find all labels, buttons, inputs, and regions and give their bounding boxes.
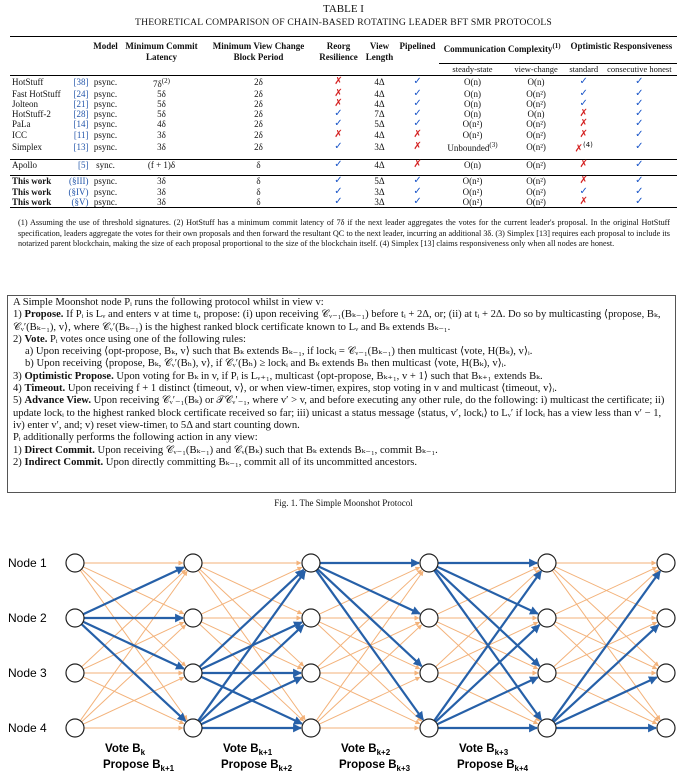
view-length: 4Δ (374, 129, 385, 140)
pipelined-cross-icon: ✗ (397, 160, 439, 171)
node-circle (538, 719, 556, 737)
view-change-period: δ (203, 197, 315, 208)
header-optimistic: Optimistic Responsiveness (566, 37, 677, 64)
protocol-ref: (§III) (65, 176, 90, 187)
view-length: 7Δ (374, 109, 385, 120)
steady-state: Unbounded$^{(3)}$ (447, 141, 498, 154)
protocol-rule (13, 457, 673, 469)
rule-title: Direct Commit. (24, 444, 98, 456)
protocol-name: Apollo (10, 160, 65, 171)
view-change-complexity: O(n²) (526, 129, 546, 140)
standard-cross-icon: ✗ (579, 108, 588, 120)
view-change-complexity: O(n) (506, 75, 565, 89)
standard-cross-icon: ✗$^{(4)}$ (574, 140, 593, 155)
view-length: 5Δ (374, 119, 385, 130)
pipelined-check-icon: ✓ (397, 176, 439, 187)
figure-caption: Fig. 1. The Simple Moonshot Protocol (274, 498, 413, 508)
view-change-period: 2δ (254, 141, 263, 152)
header-pipelined: Pipelined (397, 37, 439, 64)
protocol-model: psync. (93, 88, 118, 99)
phase-vote-label: Vote $B_{k+3}$ (459, 743, 509, 757)
view-change-complexity: O(n²) (506, 160, 565, 171)
protocol-model: psync. (93, 98, 118, 109)
table-number: TABLE I (323, 3, 364, 15)
protocol-any-view: Pᵢ additionally performs the following action in any view: (13, 432, 258, 444)
protocol-name: PaLa (12, 119, 31, 130)
pipelined-check-icon: ✓ (397, 197, 439, 208)
node-circle (420, 719, 438, 737)
node-circle (657, 554, 675, 572)
header-reorg: Reorg Resilience (315, 37, 363, 64)
rule-text: Upon receiving 𝒞ᵥ₋₁(Bₖ₋₁) and 𝒞ᵥ(Bₖ) such that Bₖ extends Bₖ₋₁, commit Bₖ₋₁. (97, 444, 438, 456)
phase-propose-label: Propose $B_{k+4}$ (457, 759, 529, 773)
reorg-cross-icon: ✗ (334, 128, 343, 140)
node-circle (184, 664, 202, 682)
node-circle (538, 554, 556, 572)
table-row (10, 160, 677, 171)
protocol-items (13, 309, 673, 432)
pipelined-check-icon: ✓ (413, 108, 422, 120)
view-length: 4Δ (363, 160, 397, 171)
protocol-model: psync. (93, 119, 118, 130)
protocol-ref: [13] (73, 141, 89, 152)
view-change-period: δ (203, 176, 315, 187)
commit-latency: 5δ (157, 109, 166, 120)
protocol-model: psync. (93, 109, 118, 120)
protocol-model: psync. (91, 176, 121, 187)
node-circle (184, 719, 202, 737)
steady-state: O(n²) (439, 176, 507, 187)
node-circle (302, 609, 320, 627)
table-body (10, 75, 677, 208)
node-circle (66, 719, 84, 737)
pipelined-check-icon: ✓ (413, 87, 422, 99)
protocol-any-items (13, 445, 673, 470)
protocol-rule (13, 371, 673, 383)
protocol-model: psync. (93, 141, 118, 152)
pipelined-check-icon: ✓ (397, 75, 439, 89)
table-row (10, 99, 677, 109)
commit-latency: 3δ (157, 141, 166, 152)
commit-latency: 3δ (157, 129, 166, 140)
commit-latency: 3δ (121, 197, 203, 208)
node-circle (420, 664, 438, 682)
protocol-ref: (§IV) (68, 186, 89, 197)
view-change-period: δ (203, 160, 315, 171)
node-label: Node 3 (8, 666, 47, 680)
header-model: Model (91, 37, 121, 64)
consecutive-check-icon: ✓ (635, 97, 644, 109)
consecutive-check-icon: ✓ (635, 118, 644, 130)
protocol-model: psync. (91, 197, 121, 208)
header-ref (65, 37, 90, 64)
steady-state: O(n) (463, 88, 481, 99)
standard-cross-icon: ✗ (566, 197, 602, 208)
standard-check-icon: ✓ (579, 87, 588, 99)
header-vchange: view-change (514, 63, 558, 74)
reorg-check-icon: ✓ (334, 140, 343, 152)
rule-text: If Pᵢ is Lᵥ and enters v at time tᵢ, propose: (i) upon receiving 𝒞ᵥ₋₁(Bₖ₋₁) before tᵢ + 2Δ, or; (ii) at tᵢ + 2Δ. Do so by multicasting ⟨propose, Bₖ, 𝒞ᵥ′(Bₖ₋₁), v⟩, where 𝒞ᵥ′(Bₖ₋₁) is the highest ranked block certificate known to Lᵥ and Bₖ extends Bₖ₋₁. (13, 309, 661, 333)
view-change-period: 2δ (203, 75, 315, 89)
header-commit-latency: Minimum Commit Latency (121, 37, 203, 64)
phase-propose-label: Propose $B_{k+2}$ (221, 759, 293, 773)
node-circle (66, 554, 84, 572)
table-row (10, 89, 677, 99)
protocol-model: sync. (91, 160, 121, 171)
view-length: 3Δ (363, 197, 397, 208)
steady-state: O(n²) (462, 129, 483, 140)
protocol-rule (13, 309, 673, 334)
view-change-period: 2δ (254, 98, 263, 109)
node-label: Node 2 (8, 611, 47, 625)
reorg-check-icon: ✓ (334, 108, 343, 120)
phase-vote-label: Vote $B_{k+1}$ (223, 743, 273, 757)
rule-number: a) (25, 346, 36, 358)
reorg-cross-icon: ✗ (334, 87, 343, 99)
consecutive-check-icon: ✓ (635, 108, 644, 120)
steady-state: O(n) (439, 160, 507, 171)
reorg-cross-icon: ✗ (315, 75, 363, 89)
reorg-check-icon: ✓ (334, 185, 343, 197)
consecutive-check-icon: ✓ (635, 140, 644, 152)
consecutive-check-icon: ✓ (635, 128, 644, 140)
view-change-complexity: O(n²) (526, 88, 546, 99)
rule-number: 4) (13, 383, 25, 395)
header-complexity (439, 37, 566, 64)
node-circle (420, 554, 438, 572)
view-change-complexity: O(n²) (506, 176, 565, 187)
table-row (10, 197, 677, 208)
node-circle (184, 609, 202, 627)
reorg-check-icon: ✓ (334, 118, 343, 130)
rule-text: Upon directly committing Bₖ₋₁, commit all of its uncommitted ancestors. (105, 456, 417, 468)
protocol-name: HotStuff (10, 75, 65, 89)
table-notes: (1) Assuming the use of threshold signatures. (2) HotStuff has a minimum commit latency of 7δ if the next leader aggregates the votes for the current leader's proposal. In the original HotStuff specification, leaders aggregate the votes for their own proposals and then forward the resultant QC to the next leader, incurring an additional 3δ. (3) Simplex [13] requires each proposal to include its notarized parent blockchain, making the size of each proposal proportional to the size of the blockchain itself. (4) Simplex [13] claims responsiveness only when all nodes are honest. (18, 218, 670, 248)
pipelined-check-icon: ✓ (413, 185, 422, 197)
protocol-ref: [14] (73, 119, 89, 130)
protocol-rule (13, 395, 673, 432)
rule-number: 5) (13, 395, 25, 407)
commit-latency: 4δ (157, 119, 166, 130)
node-circle (184, 554, 202, 572)
table-row (10, 130, 677, 140)
view-change-period: 2δ (254, 129, 263, 140)
standard-cross-icon: ✗ (566, 176, 602, 187)
protocol-rule (13, 383, 673, 395)
protocol-name: This work (12, 186, 52, 197)
header-standard: standard (569, 63, 599, 74)
table-row (10, 176, 677, 187)
phase-propose-label: Propose $B_{k+1}$ (103, 759, 175, 773)
view-length: 4Δ (374, 98, 385, 109)
protocol-ref: [38] (65, 75, 90, 89)
commit-latency: 5δ (157, 98, 166, 109)
reorg-check-icon: ✓ (315, 176, 363, 187)
protocol-name: ICC (12, 129, 28, 140)
protocol-rule (13, 334, 673, 346)
protocol-ref: [24] (73, 88, 89, 99)
consecutive-check-icon: ✓ (602, 75, 677, 89)
protocol-rule (13, 358, 673, 370)
pipelined-check-icon: ✓ (413, 97, 422, 109)
pipelined-check-icon: ✓ (413, 118, 422, 130)
commit-latency: 3δ (157, 186, 166, 197)
phase-vote-label: Vote $B_{k+2}$ (341, 743, 391, 757)
view-length: 3Δ (374, 141, 385, 152)
protocol-ref: [28] (73, 109, 89, 120)
commit-latency: 5δ (157, 88, 166, 99)
standard-check-icon: ✓ (579, 185, 588, 197)
protocol-text (13, 297, 673, 469)
view-change-complexity: O(n²) (526, 119, 546, 130)
node-label: Node 4 (8, 721, 47, 735)
protocol-ref: [5] (65, 160, 90, 171)
table-row (10, 187, 677, 197)
node-circle (538, 664, 556, 682)
consecutive-check-icon: ✓ (635, 87, 644, 99)
table-title: THEORETICAL COMPARISON OF CHAIN-BASED ROTATING LEADER BFT SMR PROTOCOLS (135, 17, 552, 28)
view-change-period: 2δ (254, 88, 263, 99)
reorg-check-icon: ✓ (315, 197, 363, 208)
header-steady: steady-state (452, 63, 493, 74)
rule-number: 2) (13, 456, 25, 468)
node-label: Node 1 (8, 556, 47, 570)
protocol-name: This work (10, 197, 65, 208)
protocol-name: Simplex (12, 141, 43, 152)
commit-latency: $7\delta^{(2)}$ (121, 75, 203, 89)
protocol-ref: [21] (73, 98, 89, 109)
view-change-complexity: O(n²) (506, 197, 565, 208)
reorg-check-icon: ✓ (315, 160, 363, 171)
node-circle (66, 664, 84, 682)
rule-number: 1) (13, 444, 25, 456)
rule-title: Propose. (24, 309, 67, 321)
header-complexity-note: (1) (552, 42, 561, 50)
comparison-table (10, 36, 677, 208)
commit-latency: 3δ (121, 176, 203, 187)
table-row (10, 75, 677, 89)
standard-cross-icon: ✗ (579, 118, 588, 130)
rule-text: Upon receiving ⟨opt-propose, Bₖ, v⟩ such that Bₖ extends Bₖ₋₁, if lockᵢ = 𝒞ᵥ₋₁(Bₖ₋₁) then multicast ⟨vote, H(Bₖ), v⟩ᵢ. (35, 346, 533, 358)
view-change-period: 2δ (254, 119, 263, 130)
node-circle (538, 609, 556, 627)
node-circle (302, 719, 320, 737)
view-length: 5Δ (363, 176, 397, 187)
phase-vote-label: Vote $B_k$ (105, 743, 146, 757)
protocol-name: Jolteon (12, 98, 38, 109)
header-protocol (10, 37, 65, 64)
protocol-ref: [11] (73, 129, 89, 140)
node-circle (66, 609, 84, 627)
view-change-period: 2δ (254, 109, 263, 120)
protocol-name: This work (10, 176, 65, 187)
steady-state: O(n²) (462, 119, 483, 130)
view-change-period: δ (256, 186, 261, 197)
steady-state: O(n) (463, 98, 481, 109)
rule-title: Vote. (24, 333, 50, 345)
pipelined-cross-icon: ✗ (413, 140, 422, 152)
view-length: 4Δ (363, 75, 397, 89)
steady-state: O(n) (439, 75, 507, 89)
view-length: 3Δ (374, 186, 385, 197)
rule-title: Timeout. (24, 383, 68, 395)
rule-number: 2) (13, 333, 25, 345)
consecutive-check-icon: ✓ (602, 197, 677, 208)
view-change-complexity: O(n²) (526, 98, 546, 109)
view-change-complexity: O(n) (527, 109, 545, 120)
header-view-change: Minimum View Change Block Period (203, 37, 315, 64)
protocol-name: HotStuff-2 (12, 109, 51, 120)
table-caption (0, 3, 687, 29)
header-complexity-text: Communication Complexity (443, 44, 553, 54)
node-circle (657, 609, 675, 627)
view-change-complexity: O(n²) (526, 141, 546, 152)
protocol-rule (13, 445, 673, 457)
standard-cross-icon: ✗ (579, 128, 588, 140)
standard-cross-icon: ✗ (566, 160, 602, 171)
node-circle (420, 609, 438, 627)
steady-state: O(n²) (462, 186, 483, 197)
node-circle (657, 664, 675, 682)
node-circle (657, 719, 675, 737)
protocol-name: Fast HotStuff (12, 88, 61, 99)
protocol-model: psync. (91, 75, 121, 89)
protocol-intro: A Simple Moonshot node Pᵢ runs the following protocol whilst in view v: (13, 297, 324, 308)
protocol-model: psync. (93, 186, 118, 197)
consecutive-check-icon: ✓ (635, 185, 644, 197)
reorg-cross-icon: ✗ (334, 97, 343, 109)
rule-number: 3) (13, 370, 25, 382)
protocol-ref: (§V) (65, 197, 90, 208)
header-view-length: View Length (363, 37, 397, 64)
phase-propose-label: Propose $B_{k+3}$ (339, 759, 411, 773)
view-length: 4Δ (374, 88, 385, 99)
protocol-model: psync. (93, 129, 118, 140)
rule-text: Upon receiving ⟨propose, Bₖ, 𝒞ᵥ′(Bₕ), v⟩, if 𝒞ᵥ′(Bₕ) ≥ lockᵢ and Bₖ extends Bₕ then multicast ⟨vote, H(Bₖ), v⟩ᵢ. (36, 358, 507, 370)
standard-check-icon: ✓ (566, 75, 602, 89)
table-row (10, 109, 677, 119)
pipelined-cross-icon: ✗ (413, 128, 422, 140)
steady-state: O(n²) (439, 197, 507, 208)
node-circle (302, 554, 320, 572)
node-circle (302, 664, 320, 682)
rule-number: b) (25, 358, 37, 370)
rule-text: Upon receiving f + 1 distinct ⟨timeout, v⟩, or when view-timerᵢ expires, stop voting in v and multicast ⟨timeout, v⟩ᵢ. (67, 383, 557, 395)
rule-text: Upon receiving 𝒞ᵥ′₋₁(Bₖ) or 𝒯𝒞ᵥ′₋₁, where v′ > v, and before executing any other rule, do the following: i) multicast the certificate; ii) update lockᵢ to the highest ranked block certificate received so far; iii) unicast a status message ⟨status, v′, lockᵢ⟩ to Lᵥ′ if lockᵢ has a view less than v′ − 1, iv) enter v′, and; v) reset view-timerᵢ to 5Δ and start counting down. (13, 395, 665, 431)
rule-text: Upon voting for Bₖ in v, if Pᵢ is Lᵥ₊₁, multicast ⟨opt-propose, Bₖ₊₁, v + 1⟩ such that Bₖ₊₁ extends Bₖ. (116, 370, 543, 382)
steady-state: O(n) (463, 109, 481, 120)
vote-propose-diagram (0, 530, 687, 775)
commit-latency: (f + 1)δ (121, 160, 203, 171)
rule-number: 1) (13, 309, 25, 321)
consecutive-check-icon: ✓ (602, 176, 677, 187)
table-row (10, 119, 677, 129)
consecutive-check-icon: ✓ (602, 160, 677, 171)
table-subheader-row (10, 63, 677, 75)
header-consecutive: consecutive honest (607, 63, 672, 74)
view-change-complexity: O(n²) (526, 186, 546, 197)
protocol-rule (13, 346, 673, 358)
table-header-row (10, 37, 677, 64)
rule-text: Pᵢ votes once using one of the following rules: (50, 333, 246, 345)
rule-title: Optimistic Propose. (24, 370, 117, 382)
table-row (10, 140, 677, 155)
standard-check-icon: ✓ (579, 97, 588, 109)
rule-title: Indirect Commit. (24, 456, 106, 468)
rule-title: Advance View. (24, 395, 94, 407)
